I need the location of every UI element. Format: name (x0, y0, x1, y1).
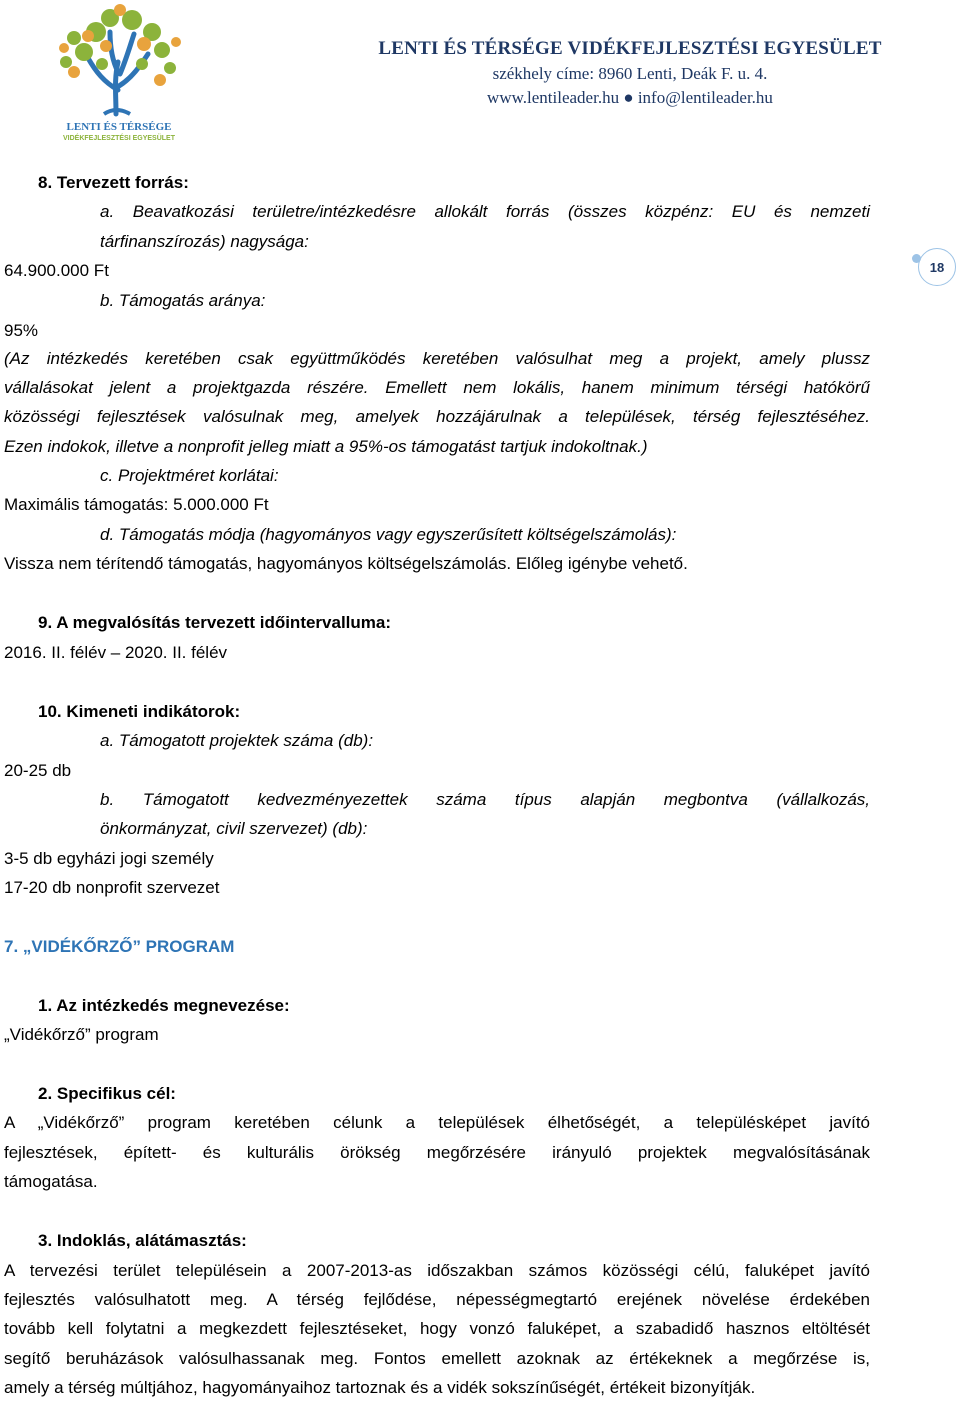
section-8d-value: Vissza nem térítendő támogatás, hagyományos költségelszámolás. Előleg igénybe vehető. (4, 554, 688, 573)
section-8b-paragraph-line: Ezen indokok, illetve a nonprofit jelleg miatt a 95%-os támogatást tartjuk indokoltnak.) (4, 437, 648, 456)
organization-logo (44, 2, 194, 142)
org-name: LENTI ÉS TÉRSÉGE VIDÉKFEJLESZTÉSI EGYESÜLET (378, 38, 882, 59)
section-8b-text: b. Támogatás aránya: (100, 291, 266, 310)
program-3-heading: 3. Indoklás, alátámasztás: (38, 1231, 247, 1250)
section-10a-value: 20-25 db (4, 761, 72, 780)
section-8b-paragraph-line: közösségi fejlesztések valósulnak meg, amelyek hozzájárulnak a települések, térség fejlesztéséhez. (4, 407, 870, 426)
org-contact: www.lentileader.hu ● info@lentileader.hu (487, 88, 773, 107)
section-10b-value: 3-5 db egyházi jogi személy (4, 849, 214, 868)
section-9-heading: 9. A megvalósítás tervezett időintervalluma: (38, 613, 392, 632)
program-1-heading: 1. Az intézkedés megnevezése: (38, 996, 290, 1015)
section-8c-text: c. Projektméret korlátai: (100, 466, 279, 485)
page-number: 18 (918, 248, 956, 286)
program-2-paragraph-line: A „Vidékőrző” program keretében célunk a települések élhetőségét, a településképet javító (4, 1113, 870, 1132)
section-9-value: 2016. II. félév – 2020. II. félév (4, 643, 228, 662)
section-8b-paragraph-line: (Az intézkedés keretében csak együttműködés keretében valósulhat meg a projekt, amely plussz (4, 349, 870, 368)
program-2-heading: 2. Specifikus cél: (38, 1084, 176, 1103)
program-3-paragraph-line: A tervezési terület településein a 2007-2013-as időszakban számos közösségi célú, faluképet javító (4, 1261, 870, 1280)
program-3-paragraph-line: tovább kell folytatni a megkezdett fejlesztéseket, hogy vonzó faluképet, a szabadidő hasznos eltöltését (4, 1319, 870, 1338)
logo-text-line2: VIDÉKFEJLESZTÉSI EGYESÜLET (62, 135, 176, 142)
section-10-heading: 10. Kimeneti indikátorok: (38, 702, 241, 721)
program-2-paragraph-line: fejlesztések, épített- és kulturális örökség megőrzésére irányuló projektek megvalósításának (4, 1143, 870, 1162)
section-8a-value: 64.900.000 Ft (4, 261, 109, 280)
section-8b-value: 95% (4, 321, 39, 340)
logo-text-line1: LENTI ÉS TÉRSÉGE (66, 121, 172, 133)
tree-icon (59, 4, 181, 114)
org-address: székhely címe: 8960 Lenti, Deák F. u. 4. (492, 64, 768, 83)
section-10a-text: a. Támogatott projektek száma (db): (100, 731, 374, 750)
section-8a-text-cont: tárfinanszírozás) nagysága: (100, 232, 309, 251)
program-2-paragraph-line: támogatása. (4, 1172, 98, 1191)
section-10b-text-cont: önkormányzat, civil szervezet) (db): (100, 819, 368, 838)
program-3-paragraph-line: amely a térség múltjához, hagyományaihoz tartoznak és a vidék sokszínűségét, értékeit bizonyítják. (4, 1378, 756, 1397)
section-8d-text: d. Támogatás módja (hagyományos vagy egyszerűsített költségelszámolás): (100, 525, 677, 544)
section-10b-text: b. Támogatott kedvezményezettek száma típus alapján megbontva (vállalkozás, (100, 790, 870, 809)
section-8-heading: 8. Tervezett forrás: (38, 173, 189, 192)
program-3-paragraph-line: segítő beruházások valósulhassanak meg. Fontos emellett azoknak az értékeknek a megőrzése is, (4, 1349, 870, 1368)
section-8c-value: Maximális támogatás: 5.000.000 Ft (4, 495, 269, 514)
program-3-paragraph-line: fejlesztés valósulhatott meg. A térség fejlődése, népességmegtartó erejének növelése érdekében (4, 1290, 870, 1309)
program-1-value: „Vidékőrző” program (4, 1025, 159, 1044)
program-heading: 7. „VIDÉKŐRZŐ” PROGRAM (4, 937, 235, 956)
section-8b-paragraph-line: vállalásokat jelent a projektgazda részére. Emellett nem lokális, hanem minimum térségi hatókörű (4, 378, 870, 397)
section-10b-value: 17-20 db nonprofit szervezet (4, 878, 220, 897)
section-8a-text: a. Beavatkozási területre/intézkedésre allokált forrás (összes közpénz: EU és nemzeti (100, 202, 870, 221)
